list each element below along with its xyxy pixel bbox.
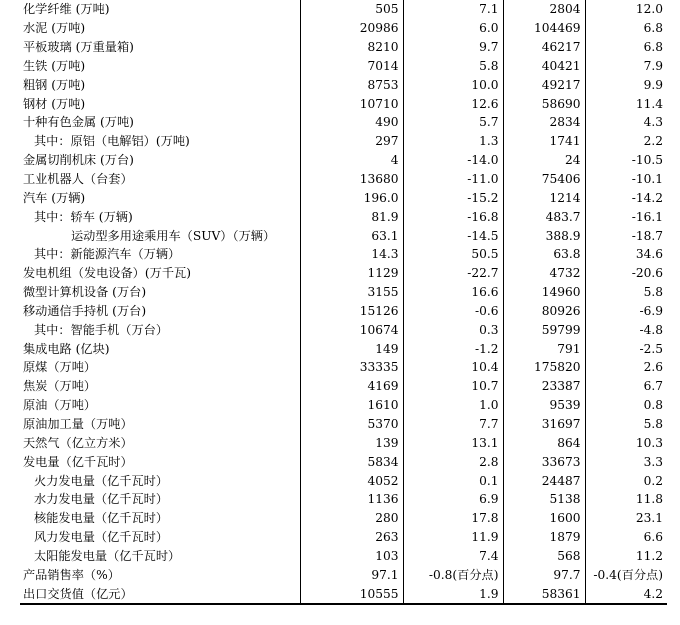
cell-value-col3: 864 [503,433,585,452]
cell-value-col1: 63.1 [300,226,403,245]
table-row [20,113,667,132]
cell-value-col3: 5138 [503,490,585,509]
table-row [20,509,667,528]
cell-value-col1: 196.0 [300,188,403,207]
cell-value-col1: 297 [300,132,403,151]
cell-value-col1: 10710 [300,94,403,113]
cell-value-col4: 0.8 [585,396,667,415]
cell-value-col2: 6.9 [403,490,503,509]
cell-value-col4: -0.4(百分点) [585,565,667,584]
row-label: 金属切削机床 (万台) [23,153,134,168]
table-row [20,170,667,189]
cell-value-col1: 10555 [300,584,403,604]
cell-value-col1: 280 [300,509,403,528]
cell-value-col2: -1.2 [403,339,503,358]
cell-value-col2: 1.9 [403,584,503,604]
cell-value-col1: 139 [300,433,403,452]
cell-value-col4: 11.8 [585,490,667,509]
table-row [20,283,667,302]
cell-value-col3: 33673 [503,452,585,471]
cell-value-col2: 1.0 [403,396,503,415]
cell-value-col2: -22.7 [403,264,503,283]
table-row [20,471,667,490]
cell-value-col4: -18.7 [585,226,667,245]
cell-value-col4: 4.2 [585,584,667,604]
table-row [20,452,667,471]
table-row [20,264,667,283]
row-label: 焦炭（万吨） [23,379,97,394]
cell-value-col2: 11.9 [403,528,503,547]
cell-value-col1: 4052 [300,471,403,490]
cell-value-col4: 6.8 [585,38,667,57]
cell-value-col3: 14960 [503,283,585,302]
row-label: 核能发电量（亿千瓦时） [34,511,169,526]
table-row [20,339,667,358]
cell-value-col4: -10.1 [585,170,667,189]
row-label: 太阳能发电量（亿千瓦时） [34,548,181,563]
cell-value-col4: 11.4 [585,94,667,113]
cell-value-col1: 149 [300,339,403,358]
cell-value-col1: 7014 [300,57,403,76]
row-label: 钢材 (万吨) [23,96,86,111]
cell-value-col4: 6.7 [585,377,667,396]
cell-value-col1: 13680 [300,170,403,189]
cell-value-col2: 7.4 [403,546,503,565]
table-row [20,151,667,170]
cell-value-col1: 4 [300,151,403,170]
cell-value-col4: 34.6 [585,245,667,264]
cell-value-col2: -11.0 [403,170,503,189]
table-row [20,38,667,57]
cell-value-col1: 1129 [300,264,403,283]
cell-value-col2: 2.8 [403,452,503,471]
row-label: 粗钢 (万吨) [23,77,86,92]
cell-value-col1: 103 [300,546,403,565]
cell-value-col2: -15.2 [403,188,503,207]
cell-value-col4: 2.2 [585,132,667,151]
table-row [20,226,667,245]
cell-value-col4: -2.5 [585,339,667,358]
cell-value-col2: 17.8 [403,509,503,528]
cell-value-col4: 12.0 [585,0,667,19]
cell-value-col3: 24 [503,151,585,170]
row-label: 火力发电量（亿千瓦时） [34,473,169,488]
cell-value-col3: 58361 [503,584,585,604]
cell-value-col4: 6.6 [585,528,667,547]
table-row [20,358,667,377]
cell-value-col4: -10.5 [585,151,667,170]
cell-value-col1: 14.3 [300,245,403,264]
cell-value-col3: 1879 [503,528,585,547]
table-row [20,528,667,547]
row-label: 出口交货值（亿元） [20,584,300,604]
cell-value-col4: 0.2 [585,471,667,490]
cell-value-col2: -14.5 [403,226,503,245]
row-label: 其中：智能手机（万台） [34,322,169,337]
cell-value-col3: 388.9 [503,226,585,245]
cell-value-col2: 16.6 [403,283,503,302]
cell-value-col3: 23387 [503,377,585,396]
cell-value-col2: 12.6 [403,94,503,113]
cell-value-col3: 1214 [503,188,585,207]
cell-value-col4: -20.6 [585,264,667,283]
cell-value-col3: 97.7 [503,565,585,584]
cell-value-col1: 8753 [300,75,403,94]
cell-value-col4: 3.3 [585,452,667,471]
table-row [20,584,667,604]
cell-value-col3: 63.8 [503,245,585,264]
cell-value-col3: 40421 [503,57,585,76]
cell-value-col4: 7.9 [585,57,667,76]
cell-value-col2: 9.7 [403,38,503,57]
cell-value-col3: 58690 [503,94,585,113]
cell-value-col3: 791 [503,339,585,358]
cell-value-col3: 483.7 [503,207,585,226]
cell-value-col1: 5834 [300,452,403,471]
cell-value-col2: -0.6 [403,302,503,321]
cell-value-col2: 7.1 [403,0,503,19]
cell-value-col1: 1610 [300,396,403,415]
row-label: 其中：轿车 (万辆) [34,209,133,224]
table-row [20,57,667,76]
cell-value-col3: 49217 [503,75,585,94]
cell-value-col3: 9539 [503,396,585,415]
cell-value-col1: 81.9 [300,207,403,226]
cell-value-col4: -4.8 [585,320,667,339]
cell-value-col3: 75406 [503,170,585,189]
row-label: 移动通信手持机 (万台) [23,303,147,318]
cell-value-col2: 0.1 [403,471,503,490]
cell-value-col4: 11.2 [585,546,667,565]
cell-value-col2: 7.7 [403,415,503,434]
cell-value-col1: 8210 [300,38,403,57]
cell-value-col3: 1600 [503,509,585,528]
row-label: 原油加工量（万吨） [23,416,133,431]
row-label: 产品销售率（%） [23,567,120,582]
cell-value-col3: 2804 [503,0,585,19]
row-label: 平板玻璃 (万重量箱) [23,40,134,55]
cell-value-col4: -16.1 [585,207,667,226]
cell-value-col2: 1.3 [403,132,503,151]
cell-value-col2: -0.8(百分点) [403,565,503,584]
row-label: 十种有色金属 (万吨) [23,115,134,130]
cell-value-col1: 505 [300,0,403,19]
table-row [20,396,667,415]
cell-value-col3: 1741 [503,132,585,151]
cell-value-col1: 20986 [300,19,403,38]
cell-value-col2: 10.4 [403,358,503,377]
cell-value-col1: 4169 [300,377,403,396]
cell-value-col4: -14.2 [585,188,667,207]
table-row [20,207,667,226]
row-label: 运动型多用途乘用车（SUV）（万辆） [71,228,276,243]
table-row [20,94,667,113]
cell-value-col3: 31697 [503,415,585,434]
cell-value-col2: 5.7 [403,113,503,132]
cell-value-col1: 490 [300,113,403,132]
cell-value-col3: 59799 [503,320,585,339]
cell-value-col1: 97.1 [300,565,403,584]
cell-value-col2: 13.1 [403,433,503,452]
table-row [20,415,667,434]
row-label: 风力发电量（亿千瓦时） [34,530,169,545]
statistics-table-container [20,0,667,605]
cell-value-col2: -14.0 [403,151,503,170]
row-label: 发电机组（发电设备）(万千瓦) [23,266,191,281]
cell-value-col4: 5.8 [585,415,667,434]
row-label: 其中：新能源汽车（万辆） [34,247,181,262]
cell-value-col2: 5.8 [403,57,503,76]
cell-value-col2: 10.0 [403,75,503,94]
cell-value-col4: 5.8 [585,283,667,302]
cell-value-col4: -6.9 [585,302,667,321]
cell-value-col1: 10674 [300,320,403,339]
industrial-output-table [20,0,667,605]
row-label: 工业机器人（台套） [23,172,133,187]
row-label: 天然气（亿立方米） [23,435,133,450]
cell-value-col3: 568 [503,546,585,565]
cell-value-col2: 0.3 [403,320,503,339]
row-label: 原煤（万吨） [23,360,97,375]
table-row [20,19,667,38]
table-row [20,245,667,264]
cell-value-col1: 1136 [300,490,403,509]
table-row [20,546,667,565]
cell-value-col4: 2.6 [585,358,667,377]
cell-value-col4: 23.1 [585,509,667,528]
cell-value-col3: 4732 [503,264,585,283]
cell-value-col4: 10.3 [585,433,667,452]
table-row [20,490,667,509]
table-row [20,75,667,94]
table-row [20,0,667,19]
row-label: 微型计算机设备 (万台) [23,285,147,300]
cell-value-col2: 50.5 [403,245,503,264]
row-label: 生铁 (万吨) [23,58,86,73]
table-row [20,320,667,339]
cell-value-col2: 6.0 [403,19,503,38]
table-row [20,433,667,452]
row-label: 汽车 (万辆) [23,190,86,205]
cell-value-col3: 175820 [503,358,585,377]
cell-value-col2: -16.8 [403,207,503,226]
row-label: 集成电路 (亿块) [23,341,110,356]
cell-value-col3: 24487 [503,471,585,490]
row-label: 化学纤维 (万吨) [23,2,110,17]
cell-value-col4: 6.8 [585,19,667,38]
row-label: 发电量（亿千瓦时） [23,454,133,469]
cell-value-col3: 46217 [503,38,585,57]
cell-value-col3: 2834 [503,113,585,132]
cell-value-col1: 15126 [300,302,403,321]
cell-value-col1: 33335 [300,358,403,377]
cell-value-col3: 80926 [503,302,585,321]
cell-value-col2: 10.7 [403,377,503,396]
cell-value-col4: 9.9 [585,75,667,94]
table-row [20,132,667,151]
cell-value-col4: 4.3 [585,113,667,132]
table-row [20,302,667,321]
cell-value-col1: 263 [300,528,403,547]
row-label: 水泥 (万吨) [23,21,86,36]
table-row [20,188,667,207]
table-body [20,0,667,604]
table-row [20,565,667,584]
cell-value-col1: 3155 [300,283,403,302]
row-label: 原油（万吨） [23,398,97,413]
row-label: 其中：原铝（电解铝）(万吨) [34,134,190,149]
row-label: 水力发电量（亿千瓦时） [34,492,169,507]
cell-value-col3: 104469 [503,19,585,38]
table-row [20,377,667,396]
cell-value-col1: 5370 [300,415,403,434]
